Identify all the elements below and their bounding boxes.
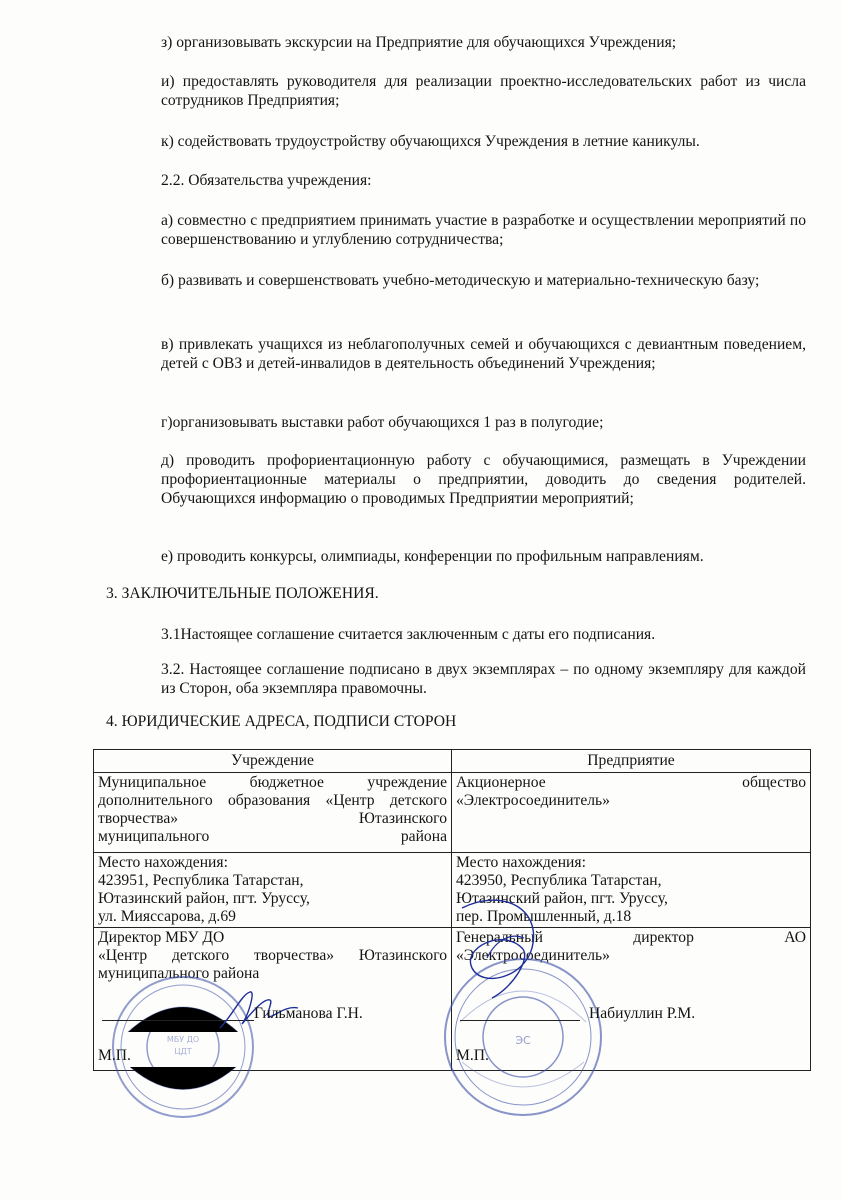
- enterprise-signature-cell: [452, 928, 811, 1071]
- enterprise-signer-name: Набиуллин Р.М.: [589, 1005, 696, 1022]
- item-b: б) развивать и совершенствовать учебно-методическую и материально-техническую базу;: [161, 272, 760, 289]
- item-k: к) содействовать трудоустройству обучающихся Учреждения в летние каникулы.: [161, 133, 700, 150]
- item-v: в) привлекать учащихся из неблагополучных семей и обучающихся с девиантным поведением, детей с ОВЗ и детей-инвалидов в деятельность объединений Учреждения;: [161, 336, 806, 372]
- item-g: г)организовывать выставки работ обучающихся 1 раз в полугодие;: [161, 414, 604, 431]
- institution-director-title-1: Директор МБУ ДО: [98, 929, 225, 946]
- institution-mp: М.П.: [98, 1047, 131, 1064]
- enterprise-director-title-1: Генеральный директор АО: [456, 929, 806, 946]
- enterprise-director-title-2: «Электросоединитель»: [456, 947, 610, 964]
- section-2-2-heading: 2.2. Обязательства учреждения:: [161, 172, 372, 189]
- enterprise-name: Акционерное общество: [456, 774, 806, 791]
- enterprise-mp: М.П.: [456, 1047, 489, 1064]
- item-a: а) совместно с предприятием принимать участие в разработке и осуществлении мероприятий по совершенствованию и углублению сотрудничества;: [161, 212, 806, 248]
- svg-text:МБУ ДО: МБУ ДО: [166, 1035, 200, 1044]
- institution-address-line-3: ул. Мияссарова, д.69: [98, 908, 236, 925]
- institution-name: Муниципальное бюджетное учреждение дополнительного образования «Центр детского творчества» Ютазинского: [98, 774, 447, 827]
- item-3-1: 3.1Настоящее соглашение считается заключенным с даты его подписания.: [161, 626, 656, 643]
- institution-director-title-3: муниципального района: [98, 965, 260, 982]
- svg-text:ЭС: ЭС: [515, 1034, 531, 1047]
- item-z: з) организовывать экскурсии на Предприятие для обучающихся Учреждения;: [161, 34, 677, 51]
- item-d: д) проводить профориентационную работу с обучающимися, размещать в Учреждении профориентационные материалы о предприятии, доводить до сведения родителей. Обучающихся информацию о проводимых Предприятии мероприятий;: [161, 452, 806, 507]
- institution-director-title-2: «Центр детского творчества» Ютазинского: [98, 947, 447, 964]
- enterprise-signature: [432, 888, 562, 1018]
- institution-name-last: муниципального района: [98, 828, 447, 845]
- institution-signer-name: Гильманова Г.Н.: [254, 1005, 363, 1022]
- enterprise-signature-line: [460, 1020, 580, 1021]
- signature-table: [93, 749, 811, 1071]
- enterprise-address-line-3: пер. Промышленный, д.18: [456, 908, 632, 925]
- institution-name-cell: [94, 773, 452, 853]
- institution-address-line-2: Ютазинский район, пгт. Уруссу,: [98, 890, 310, 907]
- enterprise-name-last: «Электросоединитель»: [456, 792, 610, 809]
- item-i: и) предоставлять руководителя для реализации проектно-исследовательских работ из числа сотрудников Предприятия;: [161, 73, 806, 109]
- enterprise-address-line-2: Ютазинский район, пгт. Уруссу,: [456, 890, 668, 907]
- column-header-institution: Учреждение: [94, 750, 452, 773]
- institution-address-line-1: 423951, Республика Татарстан,: [98, 872, 304, 889]
- enterprise-address-line-1: 423950, Республика Татарстан,: [456, 872, 662, 889]
- institution-signature-cell: [94, 928, 452, 1071]
- institution-address-cell: [94, 853, 452, 928]
- institution-address-label: Место нахождения:: [98, 854, 228, 871]
- section-4-heading: 4. ЮРИДИЧЕСКИЕ АДРЕСА, ПОДПИСИ СТОРОН: [106, 713, 457, 730]
- item-e: е) проводить конкурсы, олимпиады, конференции по профильным направлениям.: [161, 548, 704, 565]
- section-3-heading: 3. ЗАКЛЮЧИТЕЛЬНЫЕ ПОЛОЖЕНИЯ.: [106, 585, 379, 602]
- column-header-enterprise: Предприятие: [452, 750, 811, 773]
- item-3-2: 3.2. Настоящее соглашение подписано в двух экземплярах – по одному экземпляру для каждой из Сторон, оба экземпляра правомочны.: [161, 661, 806, 697]
- enterprise-name-cell: [452, 773, 811, 853]
- enterprise-address-label: Место нахождения:: [456, 854, 586, 871]
- svg-text:ЦДТ: ЦДТ: [174, 1047, 192, 1056]
